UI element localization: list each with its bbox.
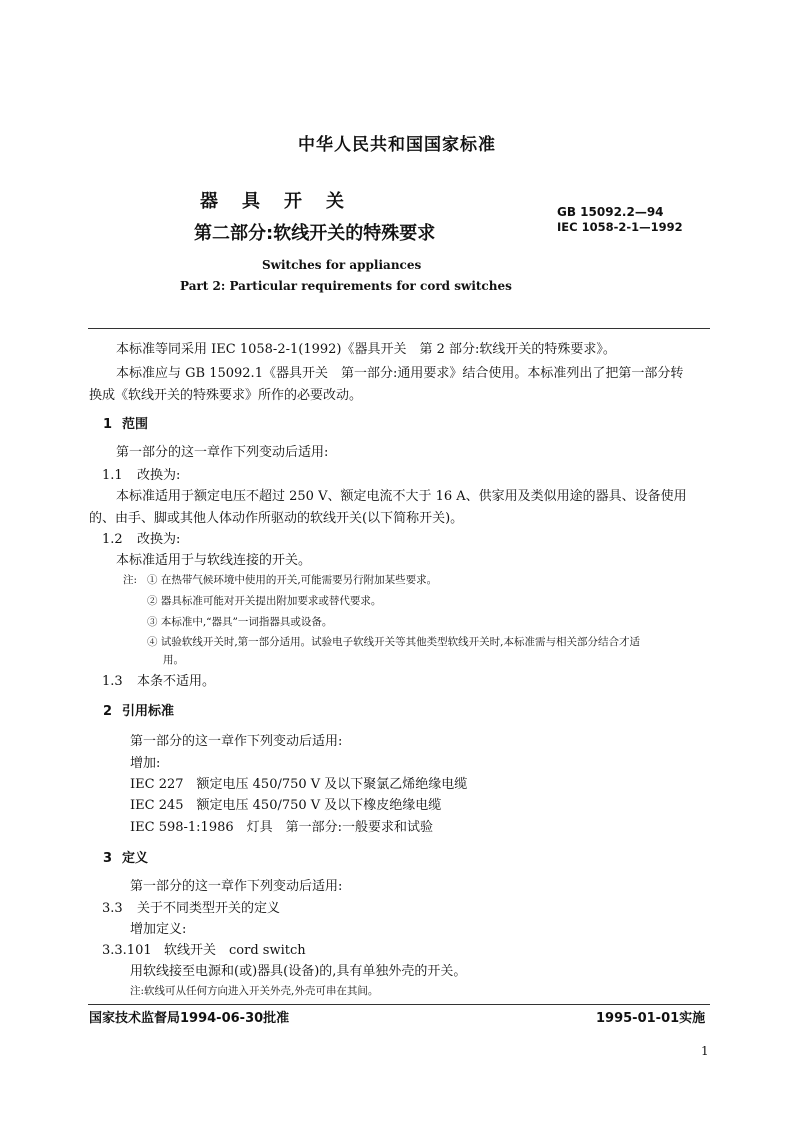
header-rule xyxy=(88,328,710,329)
reference-iec-598-1: IEC 598-1:1986 灯具 第一部分:一般要求和试验 xyxy=(130,820,434,835)
clause-1-1-text-line-2: 的、由手、脚或其他人体动作所驱动的软线开关(以下简称开关)。 xyxy=(89,511,464,526)
note-prefix: 注: xyxy=(123,574,138,586)
clause-3-3-101-term: 软线开关 cord switch xyxy=(164,943,306,958)
clause-1-1-label: 改换为: xyxy=(137,468,181,483)
note-item-4-line-1: ④ 试验软线开关时,第一部分适用。试验电子软线开关等其他类型软线开关时,本标准需与相关部分结合才适 xyxy=(147,636,641,648)
clause-1-3-text: 本条不适用。 xyxy=(137,674,216,689)
clause-1-2-number: 1.2 xyxy=(102,532,123,547)
clause-3-3-number: 3.3 xyxy=(102,901,123,916)
note-item-1: ① 在热带气候环境中使用的开关,可能需要另行附加某些要求。 xyxy=(147,574,438,586)
clause-1-1-number: 1.1 xyxy=(102,468,123,483)
title-line-1: 器 具 开 关 xyxy=(200,191,347,212)
english-subtitle: Part 2: Particular requirements for cord switches xyxy=(180,279,512,293)
section-1-lead: 第一部分的这一章作下列变动后适用: xyxy=(116,445,329,460)
note-item-3: ③ 本标准中,“器具”一词指器具或设备。 xyxy=(147,616,333,628)
section-3-note: 注:软线可从任何方向进入开关外壳,外壳可串在其间。 xyxy=(130,985,379,997)
section-3-number: 3 xyxy=(103,851,113,866)
national-standard-title: 中华人民共和国国家标准 xyxy=(298,135,496,155)
footer-rule xyxy=(88,1004,710,1005)
intro-paragraph-2-line-1: 本标准应与 GB 15092.1《器具开关 第一部分:通用要求》结合使用。本标准列出了把第一部分转 xyxy=(116,366,684,381)
section-1-heading: 范围 xyxy=(122,417,149,432)
section-3-lead: 第一部分的这一章作下列变动后适用: xyxy=(130,879,343,894)
title-line-2: 第二部分:软线开关的特殊要求 xyxy=(194,223,436,244)
section-1-number: 1 xyxy=(103,417,113,432)
note-item-4-line-2: 用。 xyxy=(163,654,184,666)
section-3-add-definition: 增加定义: xyxy=(130,922,187,937)
section-3-heading: 定义 xyxy=(122,851,149,866)
clause-1-2-label: 改换为: xyxy=(137,532,181,547)
clause-1-1-text-line-1: 本标准适用于额定电压不超过 250 V、额定电流不大于 16 A、供家用及类似用途的器具、设备使用 xyxy=(116,489,687,504)
section-2-heading: 引用标准 xyxy=(122,704,175,719)
reference-iec-227: IEC 227 额定电压 450/750 V 及以下聚氯乙烯绝缘电缆 xyxy=(130,777,468,792)
clause-3-3-text: 关于不同类型开关的定义 xyxy=(137,901,281,916)
reference-iec-245: IEC 245 额定电压 450/750 V 及以下橡皮绝缘电缆 xyxy=(130,798,442,813)
page-number: 1 xyxy=(701,1044,709,1058)
clause-1-2-text: 本标准适用于与软线连接的开关。 xyxy=(116,553,312,568)
clause-3-3-101-number: 3.3.101 xyxy=(102,943,152,958)
effective-date: 1995-01-01实施 xyxy=(596,1011,706,1026)
clause-3-3-101-definition: 用软线接至电源和(或)器具(设备)的,具有单独外壳的开关。 xyxy=(130,964,467,979)
standard-number-iec: IEC 1058-2-1—1992 xyxy=(557,220,683,234)
section-2-number: 2 xyxy=(103,704,113,719)
standard-number-gb: GB 15092.2—94 xyxy=(557,205,664,219)
note-item-2: ② 器具标准可能对开关提出附加要求或替代要求。 xyxy=(147,595,382,607)
intro-paragraph-1: 本标准等同采用 IEC 1058-2-1(1992)《器具开关 第 2 部分:软线开关的特殊要求》。 xyxy=(116,342,616,357)
section-2-lead: 第一部分的这一章作下列变动后适用: xyxy=(130,734,343,749)
intro-paragraph-2-line-2: 换成《软线开关的特殊要求》所作的必要改动。 xyxy=(89,388,363,403)
clause-1-3-number: 1.3 xyxy=(102,674,123,689)
section-2-add-label: 增加: xyxy=(130,756,161,771)
english-title: Switches for appliances xyxy=(262,258,422,272)
approval-date: 国家技术监督局1994-06-30批准 xyxy=(89,1011,290,1026)
